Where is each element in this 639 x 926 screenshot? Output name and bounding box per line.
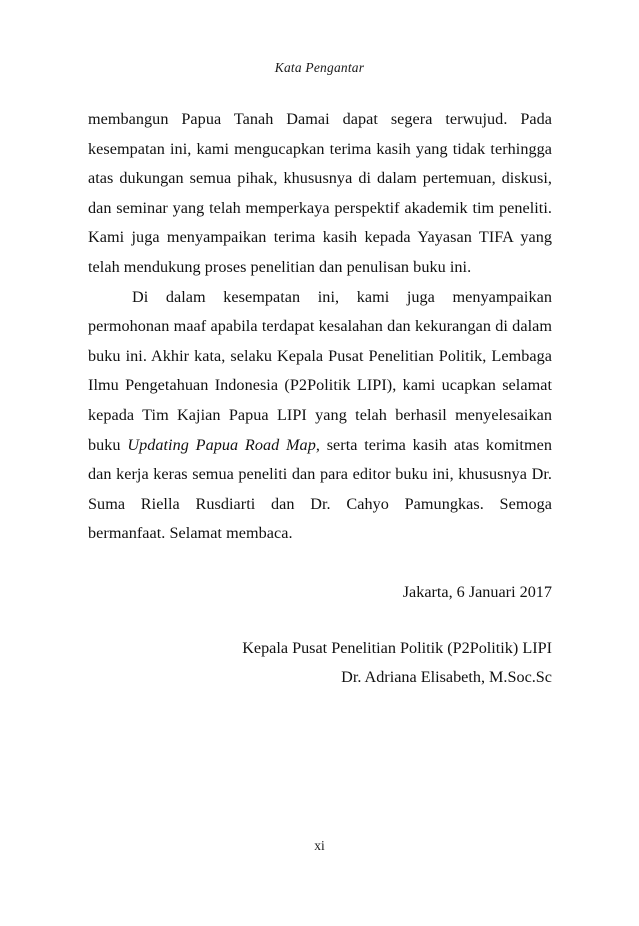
signature-place-date: Jakarta, 6 Januari 2017 [402, 583, 552, 601]
text-run: Di dalam kesempatan ini, kami juga menyampaikan permohonan maaf apabila terdapat kesalahan dan kekurangan di dalam buku ini. Akhir kata, selaku Kepala Pusat Penelitian Politik, Lembaga Ilmu Pengetahuan Indonesia (P2Politik LIPI), kami ucapkan selamat kepada Tim Kajian Papua LIPI yang telah berhasil menyelesaikan buku [88, 287, 552, 454]
italic-title: Updating Papua Road Map [127, 435, 316, 454]
paragraph-1 [88, 105, 552, 283]
signature-name: Dr. Adriana Elisabeth, M.Soc.Sc [341, 668, 552, 687]
signature-title: Kepala Pusat Penelitian Politik (P2Politik) LIPI [242, 638, 552, 657]
paragraph-2 [88, 283, 552, 549]
page-folio: xi [314, 838, 325, 853]
signature-spacer [88, 608, 552, 634]
body-text-block [88, 105, 552, 549]
signature-block [88, 578, 552, 693]
text-run: , serta terima kasih atas komitmen dan kerja keras semua peneliti dan para editor buku ini, khususnya Dr. Suma Riella Rusdiarti dan Dr. Cahyo Pamungkas. Semoga bermanfaat. Selamat membaca. [88, 435, 552, 543]
text-run: membangun Papua Tanah Damai dapat segera terwujud. Pada kesempatan ini, kami mengucapkan terima kasih yang tidak terhingga atas dukungan semua pihak, khususnya di dalam pertemuan, diskusi, dan seminar yang telah memperkaya perspektif akademik tim peneliti. Kami juga menyampaikan terima kasih kepada Yayasan TIFA yang telah mendukung proses penelitian dan penulisan buku ini. [88, 110, 552, 276]
running-head: Kata Pengantar [274, 60, 365, 75]
